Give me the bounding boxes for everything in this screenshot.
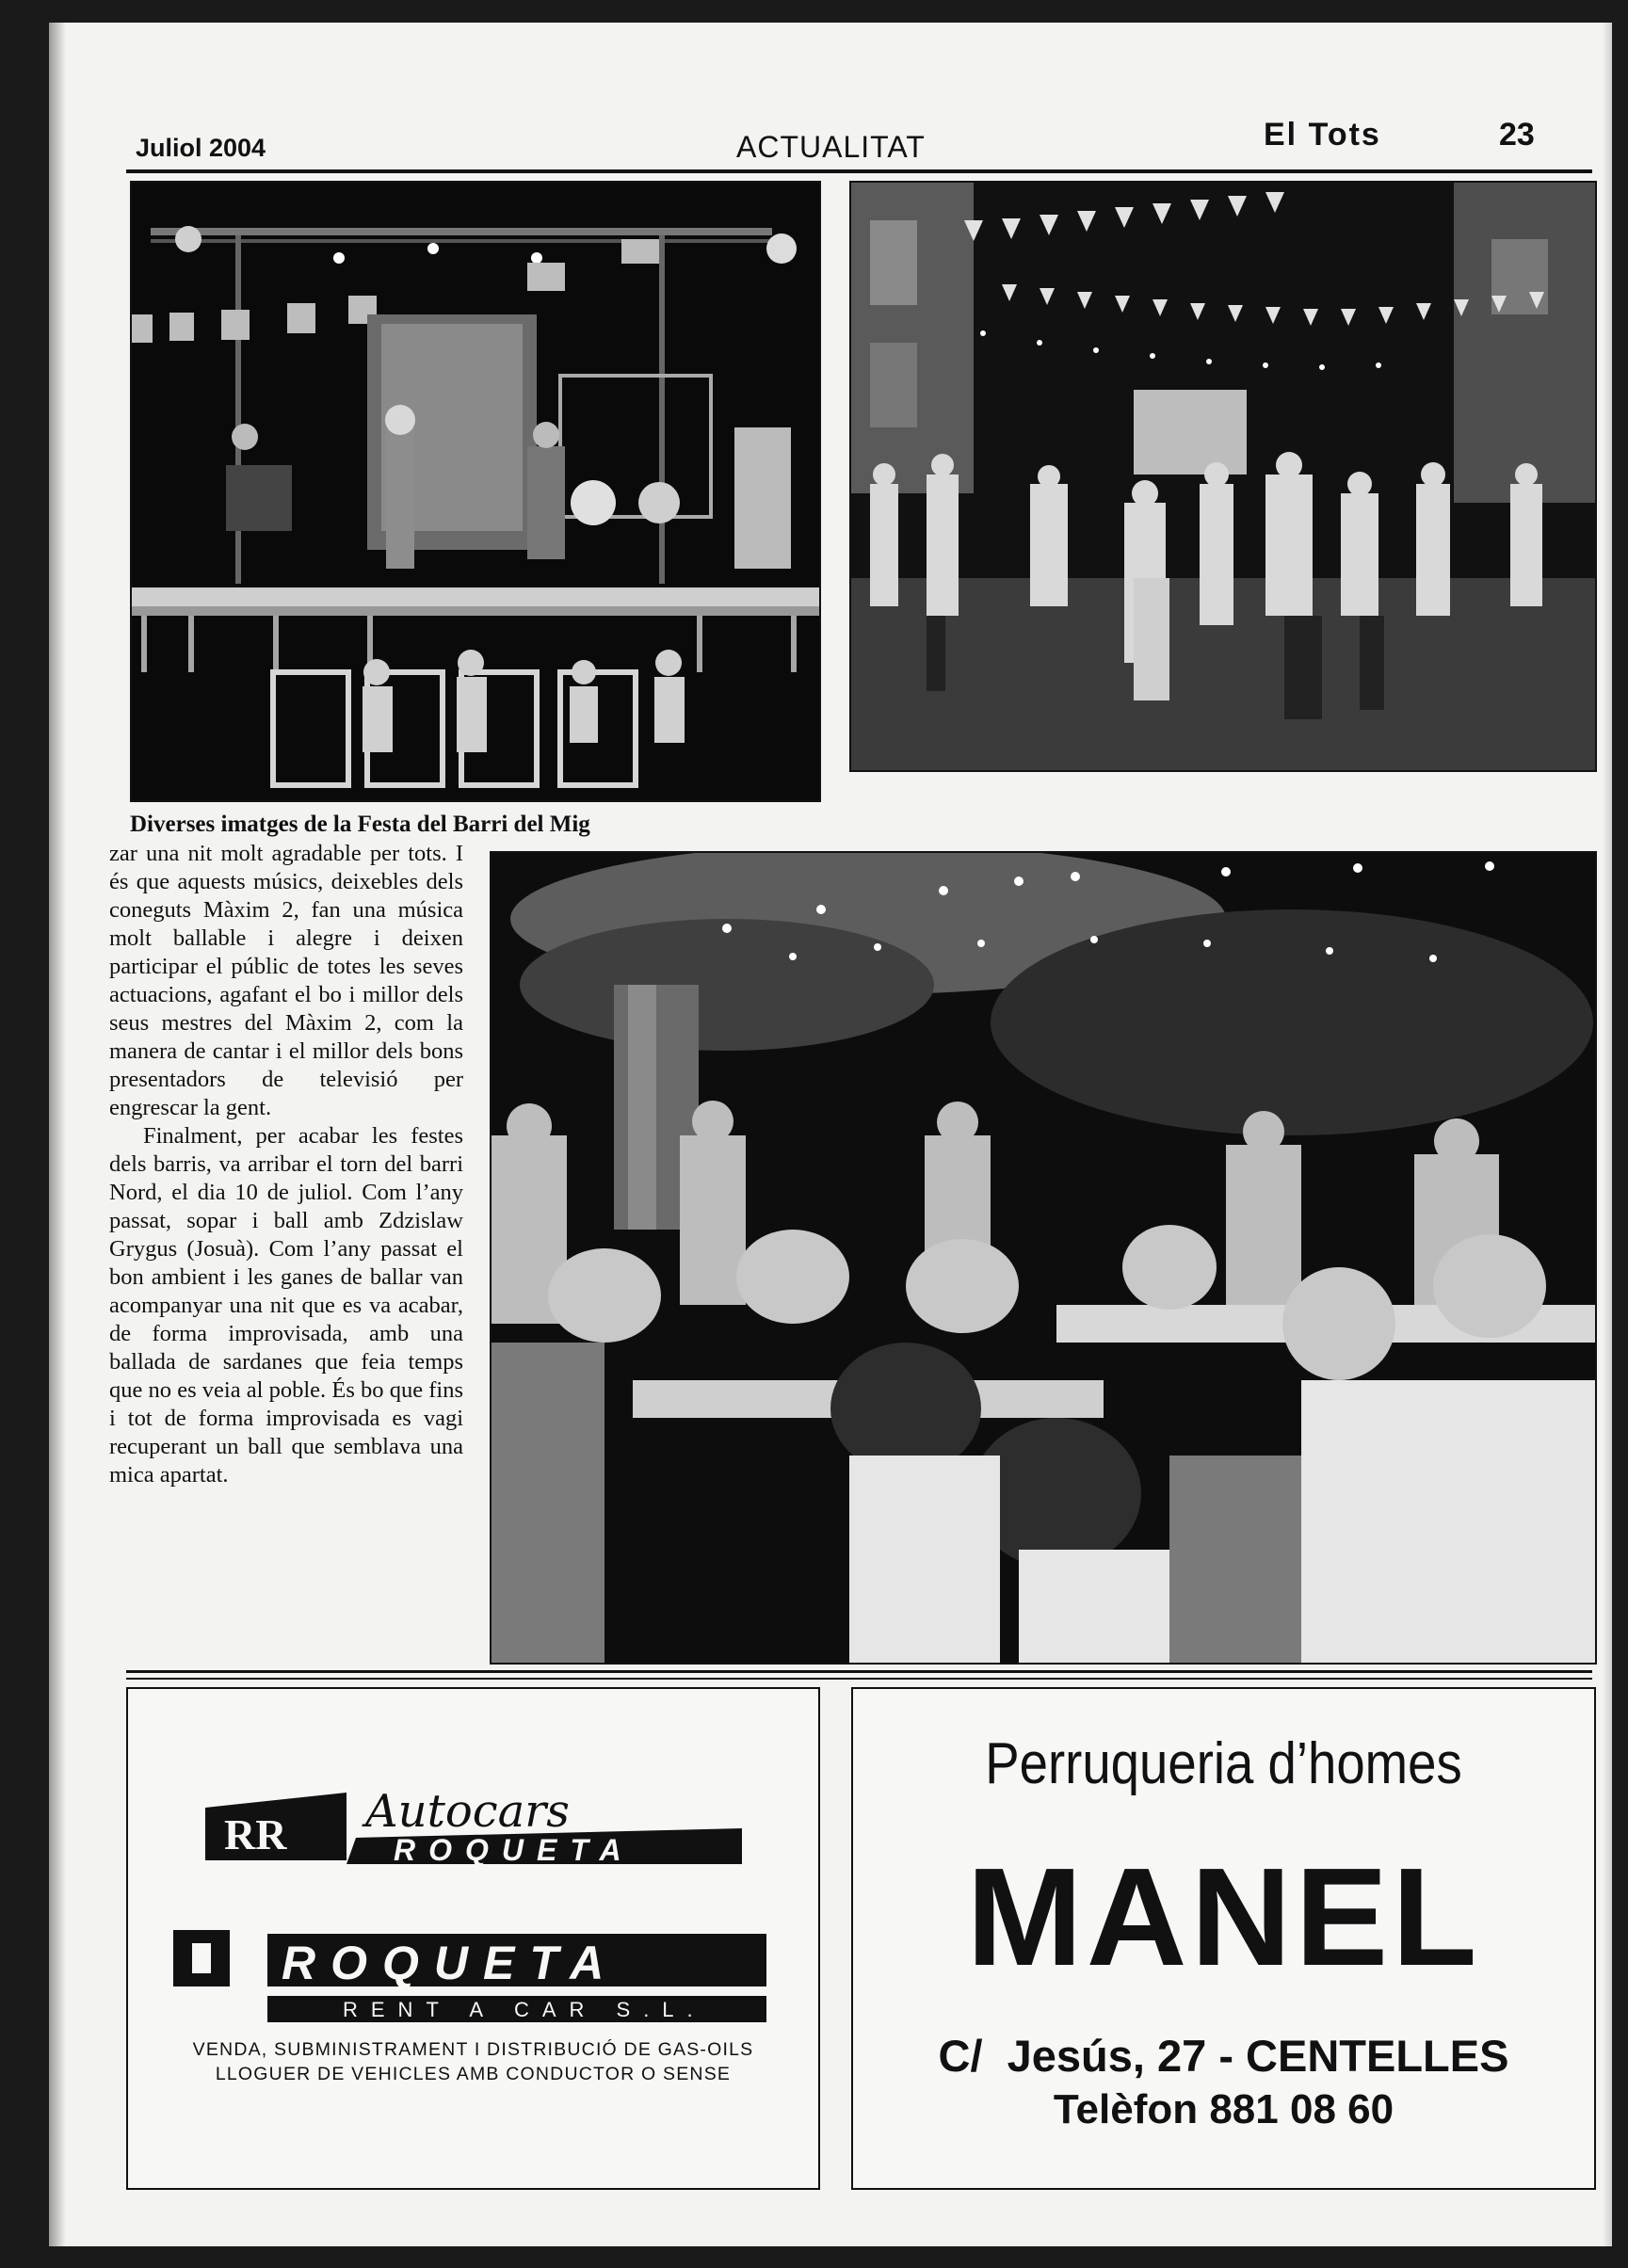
issue-date: Juliol 2004 — [136, 134, 266, 162]
article-body — [109, 840, 463, 1489]
manel-ad — [851, 1687, 1596, 2190]
stage-photo — [130, 181, 821, 802]
barbershop-name: MANEL — [966, 1840, 1481, 1995]
section-rule — [126, 1670, 1592, 1673]
header-rule — [126, 169, 1592, 173]
logo-script: Autocars — [365, 1785, 570, 1838]
section-title: ACTUALITAT — [736, 130, 926, 164]
newspaper-page — [49, 23, 1612, 2246]
barbershop-phone: Telèfon 881 08 60 — [1053, 2086, 1394, 2132]
page-number: 23 — [1499, 117, 1535, 153]
logo-name: ROQUETA — [394, 1833, 635, 1867]
ad-service-line: LLOGUER DE VEHICLES AMB CONDUCTOR O SENSE — [215, 2064, 732, 2084]
rent-logo-name: ROQUETA — [282, 1937, 620, 1989]
section-rule — [126, 1678, 1592, 1680]
autocars-roqueta-logo — [205, 1779, 742, 1874]
roqueta-ad — [126, 1687, 820, 2190]
article-paragraph: Finalment, per acabar les festes dels barris, va arribar el torn del barri Nord, el dia 10 de juliol. Com l’any passat, sopar i ball amb Zdzislaw Grygus (Josuà). Com l’any passat el bon ambient i les ganes de ballar van acompanyar una nit que es va acabar, de forma improvisada, amb una ballada de sardanes que feia temps que no es veia al poble. És bo que fins i tot de forma improvisada es vagi recuperant un ball que semblava una mica apartat. — [109, 1123, 463, 1488]
page-edge — [1603, 23, 1612, 2246]
logo-initials: RR — [224, 1810, 287, 1858]
dinner-photo — [490, 851, 1597, 1665]
rent-a-car-logo — [164, 1921, 776, 2034]
publication-name: El Tots — [1264, 117, 1381, 153]
article-paragraph: zar una nit molt agradable per tots. I és que aquests músics, deixebles dels coneguts Màxim 2, fan una música molt ballable i alegre i deixen participar el públic de totes les seves actuacions, agafant el bo i millor dels seus mestres del Màxim 2, com la manera de cantar i el millor dels bons presentadors de televisió per engrescar la gent. — [109, 841, 463, 1120]
barbershop-address: C/ Jesús, 27 - CENTELLES — [938, 2031, 1509, 2081]
street-dance-photo — [849, 181, 1597, 772]
barbershop-title: Perruqueria d’homes — [985, 1731, 1462, 1796]
ad-service-line: VENDA, SUBMINISTRAMENT I DISTRIBUCIÓ DE GAS-OILS — [192, 2039, 754, 2060]
binding-shadow — [49, 23, 66, 2246]
rent-logo-sub: RENT A CAR S.L. — [343, 1998, 706, 2021]
photo-caption: Diverses imatges de la Festa del Barri del Mig — [130, 812, 590, 837]
page-header — [49, 96, 1612, 162]
